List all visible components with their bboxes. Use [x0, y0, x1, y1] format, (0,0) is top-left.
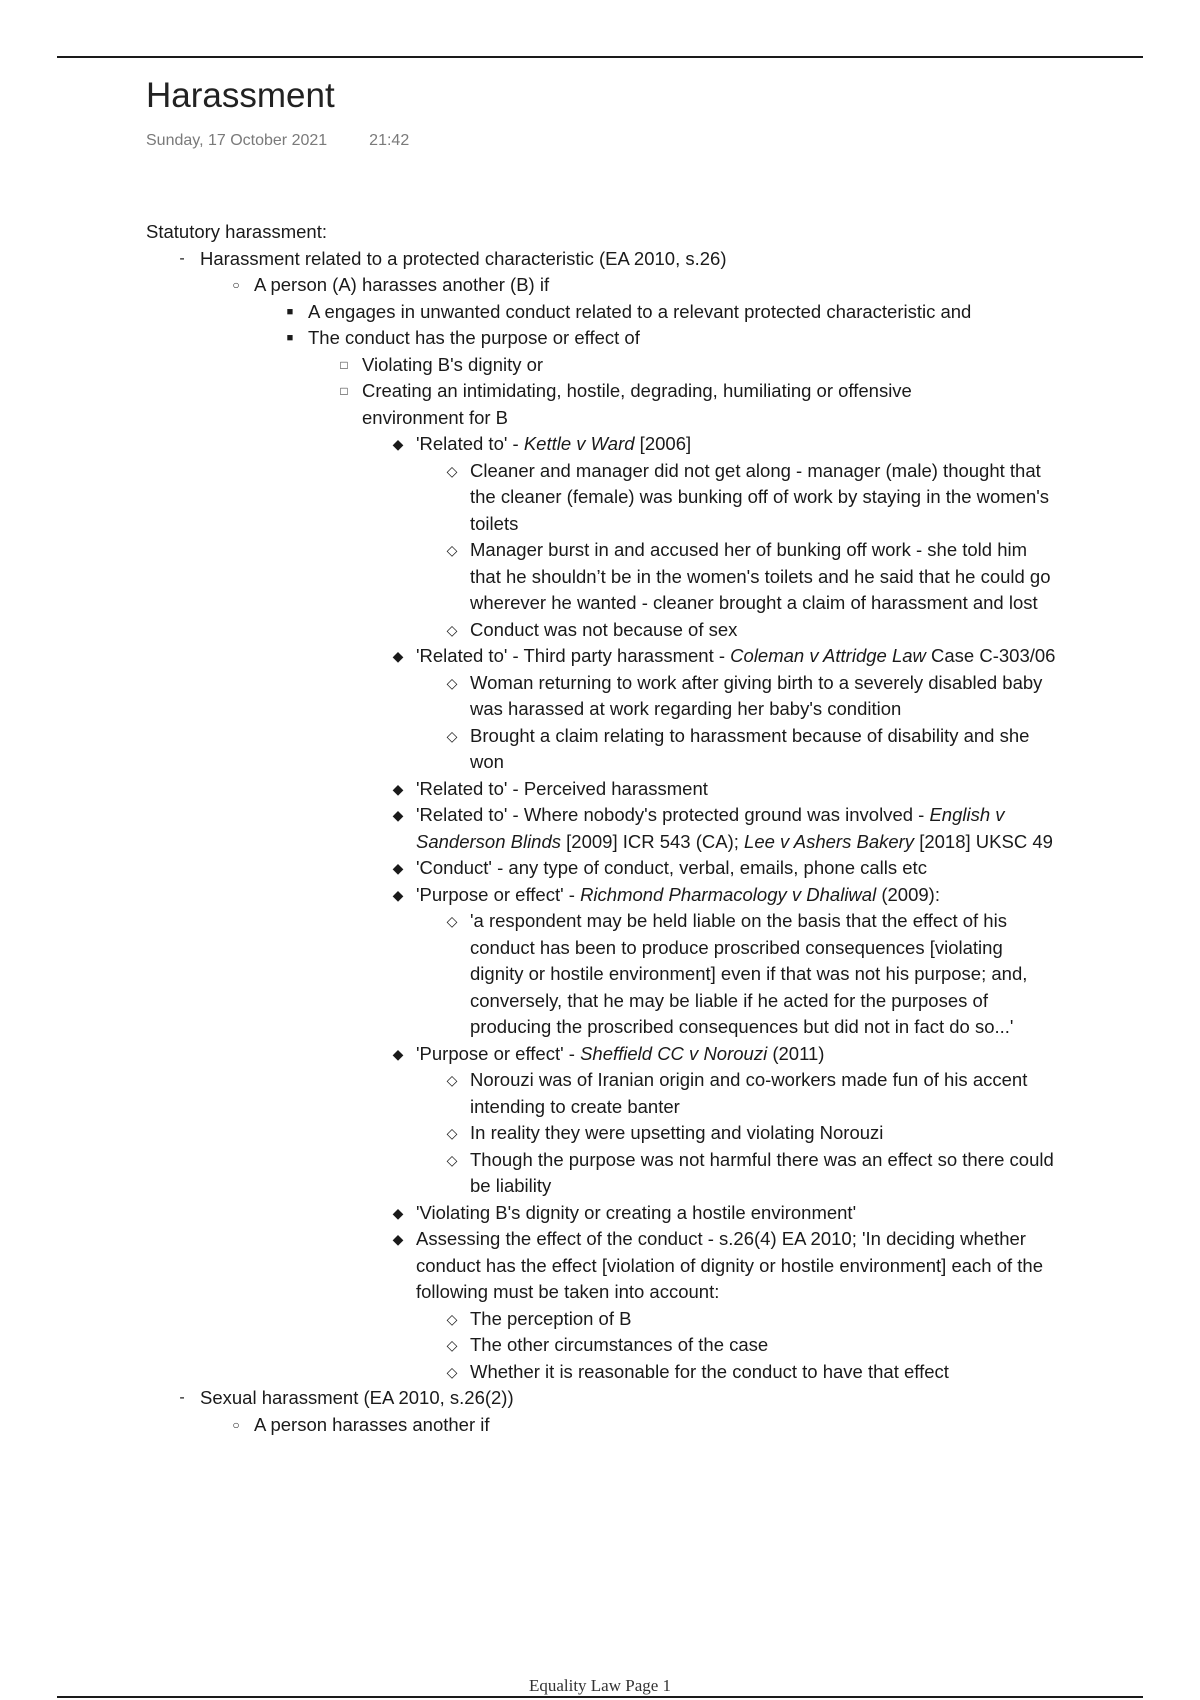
diamond-bullet-icon: ◆ [392, 1204, 404, 1221]
diamond-bullet-icon: ◆ [392, 886, 404, 903]
dash-bullet-icon: - [179, 1389, 185, 1406]
list-item: - Harassment related to a protected characteristic (EA 2010, s.26) ○ A person (A) harasses another (B) if ■ A engages in unwanted conduct related to a relevant protected characteristic and ■ The conduct has the purpose or effect of □ Violating B's dignity or □ Creating an intimidating, hostile, degrading, humiliating or offensive environment for B ◆ 'Related to' - Kettle v Ward [2006] ◇ Cleaner and manager did not get along - manager (male) thought that the cleaner (female) was bunking off of work by staying in the women's toilets ◇ Manager burst in and accused her of bunking off work - she told him that he shouldn’t be in the women's toilets and he said that he could go wherever he wanted - cleaner brought a claim of harassment and lost ◇ Conduct was not because of sex ◆ 'Related to' - Third party harassment - Coleman v Attridge Law Case C-303/06 ◇ Woman returning to work after giving birth to a severely disabled baby was harassed at work regarding her baby's condition ◇ Brought a claim relating to harassment because of disability and she won ◆ 'Related to' - Perceived harassment ◆ 'Related to' - Where nobody's protected ground was involved - English v Sanderson Blinds [2009] ICR 543 (CA); Lee v Ashers Bakery [2018] UKSC 49 ◆ 'Conduct' - any type of conduct, verbal, emails, phone calls etc ◆ 'Purpose or effect' - Richmond Pharmacology v Dhaliwal (2009): ◇ 'a respondent may be held liable on the basis that the effect of his conduct has been to produce proscribed consequences [violating dignity or hostile environment] even if that was not his purpose; and, conversely, that he may be liable if he acted for the purposes of producing the proscribed consequences but did not in fact do so...' ◆ 'Purpose or effect' - Sheffield CC v Norouzi (2011) ◇ Norouzi was of Iranian origin and co-workers made fun of his accent intending to create banter ◇ In reality they were upsetting and violating Norouzi ◇ Though the purpose was not harmful there was an effect so there could be liability ◆ 'Violating B's dignity or creating a hostile environment' ◆ Assessing the effect of the conduct - s.26(4) EA 2010; 'In deciding whether conduct has the effect [violation of dignity or hostile environment] each of the following must be taken into account: ◇ The perception of B ◇ The other circumstances of the case ◇ Whether it is reasonable for the conduct to have that effect [200, 246, 1146, 1386]
hollow-diamond-bullet-icon: ◇ [446, 913, 458, 929]
list-item: ◆ 'Conduct' - any type of conduct, verbal, emails, phone calls etc [416, 855, 1146, 882]
list-item: ◇ The perception of B [470, 1306, 1146, 1333]
list-item: ◆ 'Purpose or effect' - Sheffield CC v Norouzi (2011) ◇ Norouzi was of Iranian origin and co-workers made fun of his accent intending to create banter ◇ In reality they were upsetting and violating Norouzi ◇ Though the purpose was not harmful there was an effect so there could be liability [416, 1041, 1146, 1200]
hollow-diamond-bullet-icon: ◇ [446, 1337, 458, 1353]
case-name: English v Sanderson Blinds [416, 804, 1005, 852]
checkbox-bullet-icon: □ [340, 357, 348, 372]
list-item: ◇ Conduct was not because of sex [470, 617, 1146, 644]
page-title: Harassment [146, 76, 335, 115]
list-item: ◆ 'Related to' - Where nobody's protected ground was involved - English v Sanderson Blinds [2009] ICR 543 (CA); Lee v Ashers Bakery [2018] UKSC 49 [416, 802, 1146, 855]
top-rule [57, 56, 1143, 58]
page-timestamp [146, 132, 409, 150]
list-item: ○ A person harasses another if [254, 1412, 1146, 1439]
list-item: ◇ The other circumstances of the case [470, 1332, 1146, 1359]
dash-bullet-icon: - [179, 249, 185, 267]
checkbox-bullet-icon: □ [340, 384, 348, 398]
list-item: - Sexual harassment (EA 2010, s.26(2)) ○ A person harasses another if [200, 1385, 1146, 1438]
list-item: □ Creating an intimidating, hostile, degrading, humiliating or offensive environment for B ◆ 'Related to' - Kettle v Ward [2006] ◇ Cleaner and manager did not get along - manager (male) thought that the cleaner (female) was bunking off of work by staying in the women's toilets ◇ Manager burst in and accused her of bunking off work - she told him that he shouldn’t be in the women's toilets and he said that he could go wherever he wanted - cleaner brought a claim of harassment and lost ◇ Conduct was not because of sex ◆ 'Related to' - Third party harassment - Coleman v Attridge Law Case C-303/06 ◇ Woman returning to work after giving birth to a severely disabled baby was harassed at work regarding her baby's condition ◇ Brought a claim relating to harassment because of disability and she won ◆ 'Related to' - Perceived harassment ◆ 'Related to' - Where nobody's protected ground was involved - English v Sanderson Blinds [2009] ICR 543 (CA); Lee v Ashers Bakery [2018] UKSC 49 ◆ 'Conduct' - any type of conduct, verbal, emails, phone calls etc ◆ 'Purpose or effect' - Richmond Pharmacology v Dhaliwal (2009): ◇ 'a respondent may be held liable on the basis that the effect of his conduct has been to produce proscribed consequences [violating dignity or hostile environment] even if that was not his purpose; and, conversely, that he may be liable if he acted for the purposes of producing the proscribed consequences but did not in fact do so...' ◆ 'Purpose or effect' - Sheffield CC v Norouzi (2011) ◇ Norouzi was of Iranian origin and co-workers made fun of his accent intending to create banter ◇ In reality they were upsetting and violating Norouzi ◇ Though the purpose was not harmful there was an effect so there could be liability ◆ 'Violating B's dignity or creating a hostile environment' ◆ Assessing the effect of the conduct - s.26(4) EA 2010; 'In deciding whether conduct has the effect [violation of dignity or hostile environment] each of the following must be taken into account: ◇ The perception of B ◇ The other circumstances of the case ◇ Whether it is reasonable for the conduct to have that effect [362, 378, 1146, 1385]
circle-bullet-icon: ○ [232, 278, 240, 292]
list-item: ■ The conduct has the purpose or effect of □ Violating B's dignity or □ Creating an intimidating, hostile, degrading, humiliating or offensive environment for B ◆ 'Related to' - Kettle v Ward [2006] ◇ Cleaner and manager did not get along - manager (male) thought that the cleaner (female) was bunking off of work by staying in the women's toilets ◇ Manager burst in and accused her of bunking off work - she told him that he shouldn’t be in the women's toilets and he said that he could go wherever he wanted - cleaner brought a claim of harassment and lost ◇ Conduct was not because of sex ◆ 'Related to' - Third party harassment - Coleman v Attridge Law Case C-303/06 ◇ Woman returning to work after giving birth to a severely disabled baby was harassed at work regarding her baby's condition ◇ Brought a claim relating to harassment because of disability and she won ◆ 'Related to' - Perceived harassment ◆ 'Related to' - Where nobody's protected ground was involved - English v Sanderson Blinds [2009] ICR 543 (CA); Lee v Ashers Bakery [2018] UKSC 49 ◆ 'Conduct' - any type of conduct, verbal, emails, phone calls etc ◆ 'Purpose or effect' - Richmond Pharmacology v Dhaliwal (2009): ◇ 'a respondent may be held liable on the basis that the effect of his conduct has been to produce proscribed consequences [violating dignity or hostile environment] even if that was not his purpose; and, conversely, that he may be liable if he acted for the purposes of producing the proscribed consequences but did not in fact do so...' ◆ 'Purpose or effect' - Sheffield CC v Norouzi (2011) ◇ Norouzi was of Iranian origin and co-workers made fun of his accent intending to create banter ◇ In reality they were upsetting and violating Norouzi ◇ Though the purpose was not harmful there was an effect so there could be liability ◆ 'Violating B's dignity or creating a hostile environment' ◆ Assessing the effect of the conduct - s.26(4) EA 2010; 'In deciding whether conduct has the effect [violation of dignity or hostile environment] each of the following must be taken into account: ◇ The perception of B ◇ The other circumstances of the case ◇ Whether it is reasonable for the conduct to have that effect [308, 325, 1146, 1385]
circle-bullet-icon: ○ [232, 1417, 240, 1432]
hollow-diamond-bullet-icon: ◇ [446, 1151, 458, 1168]
outline-level-1 [179, 246, 1146, 1439]
list-item: ■ A engages in unwanted conduct related to a relevant protected characteristic and [308, 299, 1146, 326]
list-item: ◆ 'Related to' - Kettle v Ward [2006] ◇ Cleaner and manager did not get along - manager (male) thought that the cleaner (female) was bunking off of work by staying in the women's toilets ◇ Manager burst in and accused her of bunking off work - she told him that he shouldn’t be in the women's toilets and he said that he could go wherever he wanted - cleaner brought a claim of harassment and lost ◇ Conduct was not because of sex [416, 431, 1146, 643]
case-name: Richmond Pharmacology v Dhaliwal [580, 883, 877, 905]
hollow-diamond-bullet-icon: ◇ [446, 1072, 458, 1088]
list-item: ◇ Woman returning to work after giving birth to a severely disabled baby was harassed at work regarding her baby's condition [470, 670, 1146, 723]
list-item: ◇ Norouzi was of Iranian origin and co-workers made fun of his accent intending to create banter [470, 1067, 1146, 1120]
list-item: ◆ 'Purpose or effect' - Richmond Pharmacology v Dhaliwal (2009): ◇ 'a respondent may be held liable on the basis that the effect of his conduct has been to produce proscribed consequences [violating dignity or hostile environment] even if that was not his purpose; and, conversely, that he may be liable if he acted for the purposes of producing the proscribed consequences but did not in fact do so...' [416, 882, 1146, 1041]
list-item: ◇ Brought a claim relating to harassment because of disability and she won [470, 723, 1146, 776]
list-item: ◆ Assessing the effect of the conduct - s.26(4) EA 2010; 'In deciding whether conduct has the effect [violation of dignity or hostile environment] each of the following must be taken into account: ◇ The perception of B ◇ The other circumstances of the case ◇ Whether it is reasonable for the conduct to have that effect [416, 1226, 1146, 1385]
list-item: ◆ 'Related to' - Third party harassment - Coleman v Attridge Law Case C-303/06 ◇ Woman returning to work after giving birth to a severely disabled baby was harassed at work regarding her baby's condition ◇ Brought a claim relating to harassment because of disability and she won [416, 643, 1146, 776]
hollow-diamond-bullet-icon: ◇ [446, 674, 458, 691]
note-body [146, 219, 1146, 1438]
list-item: ◇ Whether it is reasonable for the conduct to have that effect [470, 1359, 1146, 1386]
hollow-diamond-bullet-icon: ◇ [446, 462, 458, 479]
hollow-diamond-bullet-icon: ◇ [446, 727, 458, 744]
diamond-bullet-icon: ◆ [392, 436, 404, 452]
hollow-diamond-bullet-icon: ◇ [446, 621, 458, 638]
case-name: Kettle v Ward [523, 433, 635, 454]
list-item: ◇ Cleaner and manager did not get along - manager (male) thought that the cleaner (female) was bunking off of work by staying in the women's toilets [470, 458, 1146, 538]
case-name: Sheffield CC v Norouzi [580, 1042, 768, 1064]
case-name: Coleman v Attridge Law [730, 645, 926, 666]
list-item: ◆ 'Violating B's dignity or creating a hostile environment' [416, 1200, 1146, 1227]
hollow-diamond-bullet-icon: ◇ [446, 1125, 458, 1141]
diamond-bullet-icon: ◆ [392, 860, 404, 876]
section-heading: Statutory harassment: [146, 221, 327, 242]
square-bullet-icon: ■ [286, 305, 294, 318]
list-item: ◇ In reality they were upsetting and violating Norouzi [470, 1120, 1146, 1147]
page-time: 21:42 [369, 132, 410, 149]
hollow-diamond-bullet-icon: ◇ [446, 542, 458, 558]
list-item: ◆ 'Related to' - Perceived harassment [416, 776, 1146, 803]
diamond-bullet-icon: ◆ [392, 780, 404, 797]
list-item: ◇ Though the purpose was not harmful there was an effect so there could be liability [470, 1147, 1146, 1200]
diamond-bullet-icon: ◆ [392, 648, 404, 664]
page-date: Sunday, 17 October 2021 [146, 132, 328, 149]
diamond-bullet-icon: ◆ [392, 807, 404, 823]
case-name: Lee v Ashers Bakery [744, 830, 915, 852]
list-item: ◇ 'a respondent may be held liable on the basis that the effect of his conduct has been to produce proscribed consequences [violating dignity or hostile environment] even if that was not his purpose; and, conversely, that he may be liable if he acted for the purposes of producing the proscribed consequences but did not in fact do so...' [470, 908, 1146, 1041]
diamond-bullet-icon: ◆ [392, 1231, 404, 1247]
bottom-rule [57, 1696, 1143, 1698]
page-footer: Equality Law Page 1 [528, 1676, 672, 1695]
diamond-bullet-icon: ◆ [392, 1045, 404, 1062]
list-item: ○ A person (A) harasses another (B) if ■ A engages in unwanted conduct related to a relevant protected characteristic and ■ The conduct has the purpose or effect of □ Violating B's dignity or □ Creating an intimidating, hostile, degrading, humiliating or offensive environment for B ◆ 'Related to' - Kettle v Ward [2006] ◇ Cleaner and manager did not get along - manager (male) thought that the cleaner (female) was bunking off of work by staying in the women's toilets ◇ Manager burst in and accused her of bunking off work - she told him that he shouldn’t be in the women's toilets and he said that he could go wherever he wanted - cleaner brought a claim of harassment and lost ◇ Conduct was not because of sex ◆ 'Related to' - Third party harassment - Coleman v Attridge Law Case C-303/06 ◇ Woman returning to work after giving birth to a severely disabled baby was harassed at work regarding her baby's condition ◇ Brought a claim relating to harassment because of disability and she won ◆ 'Related to' - Perceived harassment ◆ 'Related to' - Where nobody's protected ground was involved - English v Sanderson Blinds [2009] ICR 543 (CA); Lee v Ashers Bakery [2018] UKSC 49 ◆ 'Conduct' - any type of conduct, verbal, emails, phone calls etc ◆ 'Purpose or effect' - Richmond Pharmacology v Dhaliwal (2009): ◇ 'a respondent may be held liable on the basis that the effect of his conduct has been to produce proscribed consequences [violating dignity or hostile environment] even if that was not his purpose; and, conversely, that he may be liable if he acted for the purposes of producing the proscribed consequences but did not in fact do so...' ◆ 'Purpose or effect' - Sheffield CC v Norouzi (2011) ◇ Norouzi was of Iranian origin and co-workers made fun of his accent intending to create banter ◇ In reality they were upsetting and violating Norouzi ◇ Though the purpose was not harmful there was an effect so there could be liability ◆ 'Violating B's dignity or creating a hostile environment' ◆ Assessing the effect of the conduct - s.26(4) EA 2010; 'In deciding whether conduct has the effect [violation of dignity or hostile environment] each of the following must be taken into account: ◇ The perception of B ◇ The other circumstances of the case ◇ Whether it is reasonable for the conduct to have that effect [254, 272, 1146, 1385]
hollow-diamond-bullet-icon: ◇ [446, 1363, 458, 1380]
square-bullet-icon: ■ [286, 332, 294, 344]
list-item: □ Violating B's dignity or [362, 352, 1146, 379]
hollow-diamond-bullet-icon: ◇ [446, 1310, 458, 1327]
list-item: ◇ Manager burst in and accused her of bunking off work - she told him that he shouldn’t be in the women's toilets and he said that he could go wherever he wanted - cleaner brought a claim of harassment and lost [470, 537, 1146, 617]
